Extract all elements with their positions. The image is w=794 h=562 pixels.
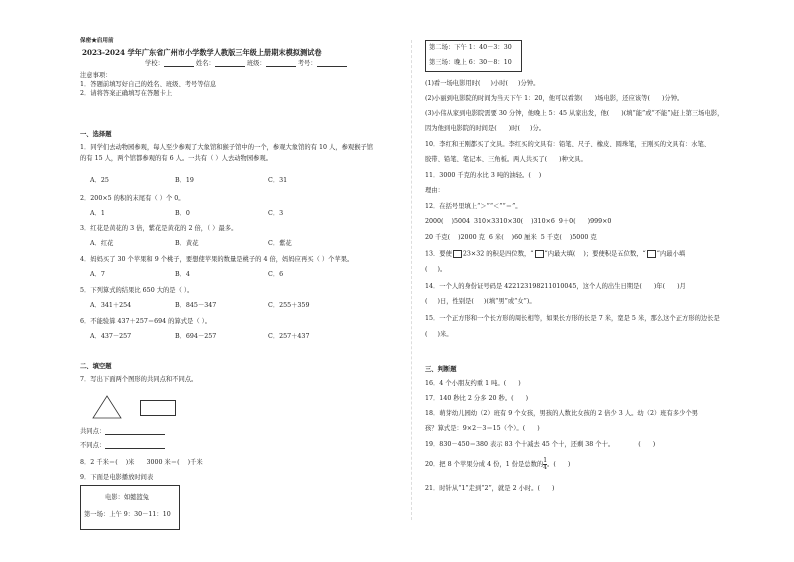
question-4: 4．妈妈买了 30 个苹果和 9 个桃子，要想使苹果的数量是桃子的 4 倍，妈妈应再买（ ）个苹果。 xyxy=(80,256,354,263)
question-1: 1．同学们去动物园参观，每人至少参观了大象馆和猴子馆中的一个，参观大象馆的有 10 人，参观猴子馆 xyxy=(80,144,374,151)
question-14-cont: ( )日，性别是( )(填“男”或“女”)。 xyxy=(425,298,536,305)
question-7: 7．写出下面两个图形的共同点和不同点。 xyxy=(80,376,198,383)
question-1-cont: 的有 15 人，两个馆都参观的有 6 人。一共有（ ）人去动物园参观。 xyxy=(80,155,273,162)
question-13: 13．要使 23×32 的积是四位数，“ ”内最大填( )；要使积是五位数，“ ”内最小填 xyxy=(425,250,686,258)
reason-label: 理由： xyxy=(425,187,444,194)
common-answer[interactable] xyxy=(105,428,165,435)
schedule-row: 第二场：下午 1：40－3：30 xyxy=(429,44,512,51)
fraction: $\frac{1}{4}$ xyxy=(543,457,548,471)
question-9: 9．下面是电影播放时间表 xyxy=(80,474,154,481)
notes-heading: 注意事项： xyxy=(80,72,112,79)
option-a[interactable]: A．1 xyxy=(90,210,105,217)
question-18: 18．萌芽幼儿园幼（2）班有 9 个女孩，男孩的人数比女孩的 2 倍少 3 人。幼（2）班有多少个男 xyxy=(425,410,699,417)
option-b[interactable]: B．694－257 xyxy=(175,333,217,340)
question-15: 15．一个正方形和一个长方形的周长相等，如果长方形的长是 7 米，宽是 5 米，那么这个正方形的边长是 xyxy=(425,315,720,322)
different-points: 不同点： xyxy=(80,442,165,449)
section-heading: 二、填空题 xyxy=(80,363,112,370)
option-c[interactable]: C．257＋437 xyxy=(268,333,310,340)
question-9-2: (2)小丽到电影院的时间为当天下午 1：20，他可以看第( )场电影，还应该等( )分钟。 xyxy=(425,95,684,102)
school-label: 学校： xyxy=(145,60,164,67)
digit-box[interactable] xyxy=(453,250,462,258)
question-14: 14．一个人的身份证号码是 422123198211010045，这个人的出生日期是( )年( )月 xyxy=(425,283,686,290)
option-a[interactable]: A．7 xyxy=(90,271,105,278)
option-c[interactable]: C．3 xyxy=(268,210,284,217)
class-field[interactable] xyxy=(266,60,296,67)
info-line xyxy=(145,60,347,67)
question-9-3-cont: 因为他到电影院的时间是( )时( )分。 xyxy=(425,125,546,132)
triangle-shape xyxy=(92,395,122,419)
option-a[interactable]: A．341＋254 xyxy=(90,302,132,309)
option-b[interactable]: B．4 xyxy=(175,271,190,278)
question-17: 17．140 秒比 2 分多 20 秒。( ) xyxy=(425,395,529,402)
id-label: 考号： xyxy=(297,60,317,67)
option-c[interactable]: C．6 xyxy=(268,271,284,278)
id-field[interactable] xyxy=(317,60,347,67)
option-a[interactable]: A．437－257 xyxy=(90,333,132,340)
question-19: 19．830－450＝380 表示 83 个十减去 45 个十，还剩 38 个十。 ( ) xyxy=(425,441,656,448)
option-b[interactable]: B．19 xyxy=(175,177,194,184)
option-c[interactable]: C．31 xyxy=(268,177,288,184)
movie-name: 电影：如懿篮兔 xyxy=(105,494,150,501)
option-c[interactable]: C．255＋359 xyxy=(268,302,310,309)
option-a[interactable]: A．红花 xyxy=(90,240,114,247)
option-b[interactable]: B．845－347 xyxy=(175,302,217,309)
note-item: 1．答题前填写好自己的姓名、班级、考号等信息 xyxy=(80,81,217,88)
question-10-cont: 胶带、铅笔、笔记本、三角板。两人共买了( )种文具。 xyxy=(425,156,587,163)
option-b[interactable]: B．黄花 xyxy=(175,240,199,247)
option-a[interactable]: A．25 xyxy=(90,177,109,184)
question-2: 2．200×5 的积的末尾有（ ）个 0。 xyxy=(80,195,185,202)
name-field[interactable] xyxy=(215,60,245,67)
question-10: 10．李红和王刚都买了文具。李红买的文具有：铅笔、尺子、橡皮、圆珠笔，王刚买的文具有：水笔、 xyxy=(425,141,711,148)
question-8: 8．2 千米＝( )米 3000 米＝( )千米 xyxy=(80,459,203,466)
question-9-1: (1)看一场电影用时( )小时( )分钟。 xyxy=(425,80,540,87)
compare-row-2: 20 千克( )2000 克 6 米( )60 厘米 5 千克( )5000 克 xyxy=(425,234,597,241)
question-12: 12．在括号里填上“＞”“＜”“＝”。 xyxy=(425,203,522,210)
compare-row-1: 2000( )5004 310×3310×30( )310×6 9＋0( )999×0 xyxy=(425,218,612,225)
schedule-row: 第一场：上午 9：30－11：10 xyxy=(84,511,171,518)
schedule-row: 第三场：晚上 6：30－8：10 xyxy=(429,59,512,66)
option-b[interactable]: B．0 xyxy=(175,210,190,217)
question-16: 16．4 个小朋友约重 1 吨。( ) xyxy=(425,380,521,387)
digit-box[interactable] xyxy=(535,250,544,258)
confidential-mark: 保密★启用前 xyxy=(80,38,114,44)
question-21: 21．时针从“1”走到“2”，就是 2 小时。( ) xyxy=(425,485,555,492)
note-item: 2．请将答案正确填写在答题卡上 xyxy=(80,90,173,97)
question-3: 3．红花是黄花的 3 倍，紫花是黄花的 2 倍，（ ）最多。 xyxy=(80,225,238,232)
question-6: 6．不能验算 437＋257＝694 的算式是（ ）。 xyxy=(80,318,212,325)
schedule-table xyxy=(80,485,180,530)
question-13-cont: ( )。 xyxy=(425,266,447,273)
question-5: 5．下列算式的结果比 650 大的是（ ）。 xyxy=(80,287,194,294)
school-field[interactable] xyxy=(164,60,194,67)
page-title: 2023-2024 学年广东省广州市小学数学人教版三年级上册期末模拟测试卷 xyxy=(82,48,322,57)
column-divider xyxy=(411,40,412,520)
schedule-table-cont xyxy=(425,40,522,72)
question-18-cont: 孩？算式是：9×2－3＝15（个）。( ) xyxy=(425,425,540,432)
common-points: 共同点： xyxy=(80,428,165,435)
question-20: 20．把 8 个苹果分成 4 份，1 份是总数的 $\frac{1}{4}$ 。( ) xyxy=(425,457,571,471)
option-c[interactable]: C．紫花 xyxy=(268,240,292,247)
class-label: 班级： xyxy=(246,60,266,67)
digit-box[interactable] xyxy=(647,250,656,258)
section-heading: 三、判断题 xyxy=(425,366,457,373)
section-heading: 一、选择题 xyxy=(80,131,112,138)
question-11: 11．3000 千克的水比 3 吨的油轻。( ) xyxy=(425,172,542,179)
rectangle-shape xyxy=(140,400,176,416)
diff-answer[interactable] xyxy=(105,442,165,449)
question-15-cont: ( )米。 xyxy=(425,331,453,338)
question-9-3: (3)小伟从家到电影院需要 30 分钟，他晚上 5：45 从家出发，他( )(填“能”或“不能”)赶上第三场电影， xyxy=(425,110,724,117)
name-label: 姓名： xyxy=(195,60,215,67)
